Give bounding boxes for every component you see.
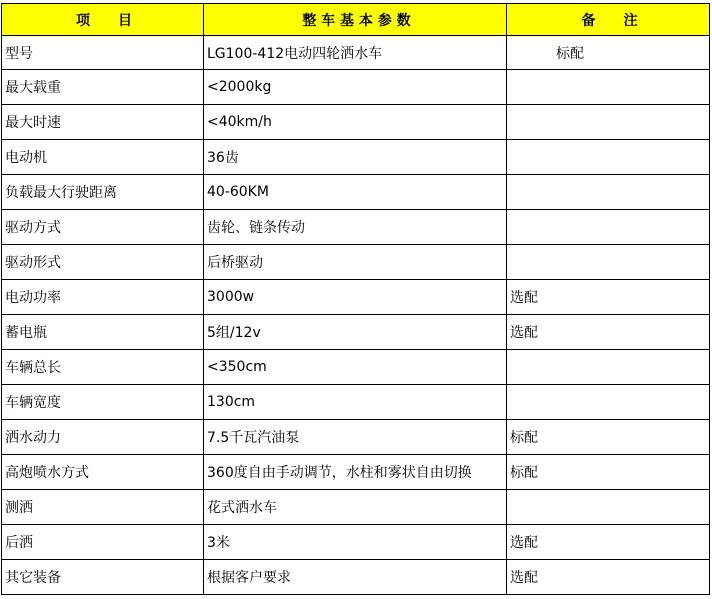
row-item: 型号 [2,36,204,70]
row-remark: 选配 [507,560,710,595]
row-item: 电动机 [2,140,204,175]
row-value: 130cm [204,385,507,420]
table-row [2,105,710,140]
row-value: 36齿 [204,140,507,175]
row-remark: 选配 [507,315,710,350]
row-remark [507,140,710,175]
row-remark [507,385,710,420]
row-value: 根据客户要求 [204,560,507,595]
row-item: 车辆宽度 [2,385,204,420]
row-remark-text: 标配 [556,45,584,62]
row-item: 驱动形式 [2,245,204,280]
row-value: 5组/12v [204,315,507,350]
table-row [2,315,710,350]
table-row [2,455,710,490]
row-item: 其它装备 [2,560,204,595]
row-value: <40km/h [204,105,507,140]
header-remark: 备 注 [507,4,710,36]
row-remark: 标配 [507,455,710,490]
table-row [2,210,710,245]
table-row [2,385,710,420]
row-item: 电动功率 [2,280,204,315]
row-value: 花式洒水车 [204,490,507,525]
row-remark [507,105,710,140]
row-value: <350cm [204,350,507,385]
row-value: 3米 [204,525,507,560]
row-item: 洒水动力 [2,420,204,455]
header-item: 项 目 [2,4,204,36]
row-remark [507,70,710,105]
row-remark [507,245,710,280]
table-header-row [2,4,710,36]
row-item: 车辆总长 [2,350,204,385]
row-item: 后洒 [2,525,204,560]
table-row [2,36,710,70]
row-remark [507,490,710,525]
row-item: 最大载重 [2,70,204,105]
row-remark [507,175,710,210]
row-remark: 选配 [507,525,710,560]
row-item: 驱动方式 [2,210,204,245]
row-value: 40-60KM [204,175,507,210]
row-item: 最大时速 [2,105,204,140]
row-value: 360度自由手动调节，水柱和雾状自由切换 [204,455,507,490]
table-row [2,245,710,280]
spec-table [1,3,710,595]
row-remark [507,210,710,245]
row-value: 3000w [204,280,507,315]
row-remark [507,36,710,70]
table-row [2,140,710,175]
row-value: 后桥驱动 [204,245,507,280]
row-value: 7.5千瓦汽油泵 [204,420,507,455]
table-row [2,280,710,315]
row-item: 负载最大行驶距离 [2,175,204,210]
row-remark: 标配 [507,420,710,455]
table-row [2,490,710,525]
table-row [2,420,710,455]
row-remark [507,350,710,385]
row-item: 蓄电瓶 [2,315,204,350]
row-remark: 选配 [507,280,710,315]
row-value: <2000kg [204,70,507,105]
table-row [2,70,710,105]
header-params: 整 车 基 本 参 数 [204,4,507,36]
row-value: 齿轮、链条传动 [204,210,507,245]
table-row [2,525,710,560]
table-row [2,350,710,385]
table-row [2,175,710,210]
row-item: 测洒 [2,490,204,525]
row-item: 高炮喷水方式 [2,455,204,490]
row-value: LG100-412电动四轮洒水车 [204,36,507,70]
table-row [2,560,710,595]
